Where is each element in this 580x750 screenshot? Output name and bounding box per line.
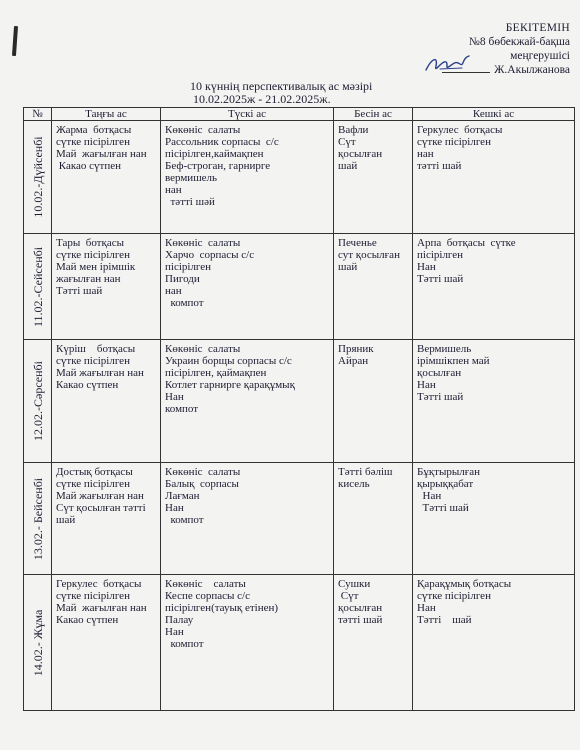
menu-item-line: Нан: [417, 490, 442, 502]
dinner-cell: [413, 340, 575, 463]
table-row: [24, 234, 575, 340]
approval-position: меңгерушісі: [510, 50, 570, 62]
dinner-cell: [413, 575, 575, 711]
menu-item-line: Печенье: [338, 237, 377, 249]
menu-item-line: қосылған: [338, 602, 383, 614]
menu-item-line: Сүт: [338, 590, 359, 602]
snack-cell: [334, 575, 413, 711]
snack-cell: [334, 463, 413, 575]
menu-item-line: Тәтті шай: [417, 391, 464, 403]
menu-item-line: Нан: [165, 626, 184, 638]
dinner-cell: [413, 121, 575, 234]
menu-item-line: Сүт: [338, 136, 356, 148]
menu-item-line: сүтке пісірілген: [417, 136, 491, 148]
menu-item-line: Қарақұмық ботқасы: [417, 578, 512, 590]
menu-item-line: Нан: [165, 391, 184, 403]
menu-item-line: нан: [417, 148, 434, 160]
menu-item-line: Көкөніс салаты: [165, 124, 241, 136]
menu-item-line: Какао сүтпен: [56, 160, 121, 172]
header-dinner: Кешкі ас: [413, 108, 575, 121]
menu-item-line: Тәтті шай: [56, 285, 103, 297]
menu-item-line: қосылған: [417, 367, 462, 379]
menu-item-line: Көкөніс салаты: [165, 237, 241, 249]
menu-item-line: пісірілген: [165, 261, 212, 273]
menu-item-line: Какао сүтпен: [56, 614, 119, 626]
day-label: 14.02.- Жұма: [30, 609, 45, 676]
day-cell: [24, 575, 52, 711]
menu-item-line: сүтке пісірілген: [56, 136, 130, 148]
header-snack: Бесін ас: [334, 108, 413, 121]
menu-title: 10 күннің перспективалық ас мәзірі: [190, 79, 373, 93]
menu-item-line: тәтті шай: [417, 160, 462, 172]
dinner-cell: [413, 463, 575, 575]
menu-item-line: Нан: [417, 379, 436, 391]
header-breakfast: Таңғы ас: [52, 108, 161, 121]
table-row: [24, 575, 575, 711]
menu-item-line: Балық сорпасы: [165, 478, 239, 490]
menu-item-line: Арпа ботқасы сүтке: [417, 237, 516, 249]
menu-item-line: ірімшікпен май: [417, 355, 490, 367]
menu-item-line: сут қосылған: [338, 249, 400, 261]
menu-item-line: жағылған нан: [56, 273, 121, 285]
menu-item-line: Вафли: [338, 124, 369, 136]
lunch-cell: [161, 234, 334, 340]
menu-item-line: Беф-строган, гарнирге: [165, 160, 271, 172]
lunch-cell: [161, 121, 334, 234]
menu-item-line: Нан: [165, 502, 184, 514]
menu-item-line: Сүт қосылған тәтті: [56, 502, 146, 514]
breakfast-cell: [52, 463, 161, 575]
menu-item-line: Достық ботқасы: [56, 466, 133, 478]
day-label: 13.02.- Бейсенбі: [30, 477, 45, 560]
menu-item-line: сүтке пісірілген: [56, 249, 130, 261]
signature-image: [422, 52, 472, 78]
menu-item-line: Лағман: [165, 490, 200, 502]
menu-item-line: Вермишель: [417, 343, 472, 355]
menu-item-line: шай: [56, 514, 76, 526]
header-number: №: [24, 108, 52, 121]
day-label: 10.02.-Дүйсенбі: [30, 136, 45, 218]
menu-item-line: компот: [165, 403, 199, 415]
menu-item-line: Май жағылған нан: [56, 490, 144, 502]
menu-item-line: компот: [165, 638, 204, 650]
menu-item-line: Пряник: [338, 343, 374, 355]
table-row: [24, 463, 575, 575]
menu-table: [23, 107, 575, 711]
menu-item-line: Сушки: [338, 578, 371, 590]
menu-item-line: Көкөніс салаты: [165, 343, 241, 355]
menu-item-line: сүтке пісірілген: [56, 355, 130, 367]
menu-item-line: Рассольник сорпасы с/с: [165, 136, 279, 148]
menu-item-line: Украин борщы сорпасы с/с: [165, 355, 292, 367]
menu-item-line: Жарма ботқасы: [56, 124, 132, 136]
dinner-cell: [413, 234, 575, 340]
menu-item-line: нан: [165, 285, 182, 297]
day-cell: [24, 340, 52, 463]
menu-item-line: компот: [165, 514, 204, 526]
menu-item-line: компот: [165, 297, 204, 309]
menu-item-line: Тәтті шай: [417, 502, 469, 514]
breakfast-cell: [52, 121, 161, 234]
snack-cell: [334, 121, 413, 234]
menu-item-line: Май жағылған нан: [56, 367, 144, 379]
menu-item-line: Геркулес ботқасы: [56, 578, 142, 590]
menu-item-line: шай: [338, 261, 358, 273]
approval-name: Ж.Акылжанова: [494, 64, 570, 76]
menu-item-line: Тәтті шай: [417, 273, 464, 285]
breakfast-cell: [52, 575, 161, 711]
snack-cell: [334, 340, 413, 463]
day-label: 12.02.-Сәрсенбі: [30, 361, 45, 441]
breakfast-cell: [52, 340, 161, 463]
menu-item-line: Харчо сорпасы с/с: [165, 249, 255, 261]
menu-item-line: Нан: [417, 602, 436, 614]
menu-period: 10.02.2025ж - 21.02.2025ж.: [193, 92, 331, 106]
menu-item-line: Геркулес ботқасы: [417, 124, 503, 136]
menu-item-line: Кеспе сорпасы с/с: [165, 590, 250, 602]
menu-item-line: қырыққабат: [417, 478, 474, 490]
day-cell: [24, 121, 52, 234]
day-cell: [24, 463, 52, 575]
day-label: 11.02.-Сейсенбі: [30, 246, 45, 327]
menu-item-line: қосылған: [338, 148, 383, 160]
lunch-cell: [161, 575, 334, 711]
menu-item-line: Какао сүтпен: [56, 379, 119, 391]
menu-item-line: сүтке пісірілген: [56, 590, 130, 602]
menu-item-line: сүтке пісірілген: [417, 590, 491, 602]
menu-item-line: кисель: [338, 478, 370, 490]
menu-item-line: Пигоди: [165, 273, 200, 285]
breakfast-cell: [52, 234, 161, 340]
menu-item-line: Бұқтырылған: [417, 466, 481, 478]
menu-item-line: пісірілген: [417, 249, 464, 261]
menu-item-line: Тары ботқасы: [56, 237, 124, 249]
menu-item-line: тәтті шәй: [165, 196, 215, 208]
menu-item-line: вермишель: [165, 172, 218, 184]
menu-item-line: Май мен ірімшік: [56, 261, 136, 273]
menu-item-line: Котлет гарнирге қарақұмық: [165, 379, 295, 391]
menu-item-line: Палау: [165, 614, 194, 626]
menu-item-line: Айран: [338, 355, 369, 367]
menu-item-line: Май жағылған нан: [56, 602, 147, 614]
snack-cell: [334, 234, 413, 340]
menu-item-line: шай: [338, 160, 358, 172]
header-lunch: Түскі ас: [161, 108, 334, 121]
menu-heading: [190, 80, 372, 106]
menu-item-line: пісірілген, қаймақпен: [165, 367, 267, 379]
menu-item-line: тәтті шай: [338, 614, 383, 626]
menu-item-line: пісірілген,каймақпен: [165, 148, 264, 160]
menu-item-line: нан: [165, 184, 182, 196]
menu-item-line: пісірілген(тауық етінен): [165, 602, 279, 614]
menu-item-line: Нан: [417, 261, 436, 273]
table-row: [24, 121, 575, 234]
menu-item-line: Күріш ботқасы: [56, 343, 136, 355]
menu-item-line: Көкөніс салаты: [165, 466, 241, 478]
table-row: [24, 340, 575, 463]
menu-item-line: Тәтті бәліш: [338, 466, 393, 478]
margin-mark: [12, 26, 18, 56]
lunch-cell: [161, 463, 334, 575]
approval-org: №8 бөбекжай-бақша: [468, 36, 570, 48]
approval-title: БЕКІТЕМІН: [505, 22, 570, 34]
menu-item-line: Көкөніс салаты: [165, 578, 246, 590]
day-cell: [24, 234, 52, 340]
menu-item-line: сүтке пісірілген: [56, 478, 130, 490]
lunch-cell: [161, 340, 334, 463]
menu-item-line: Май жағылған нан: [56, 148, 147, 160]
header-row: [24, 108, 575, 121]
menu-item-line: Тәтті шай: [417, 614, 472, 626]
